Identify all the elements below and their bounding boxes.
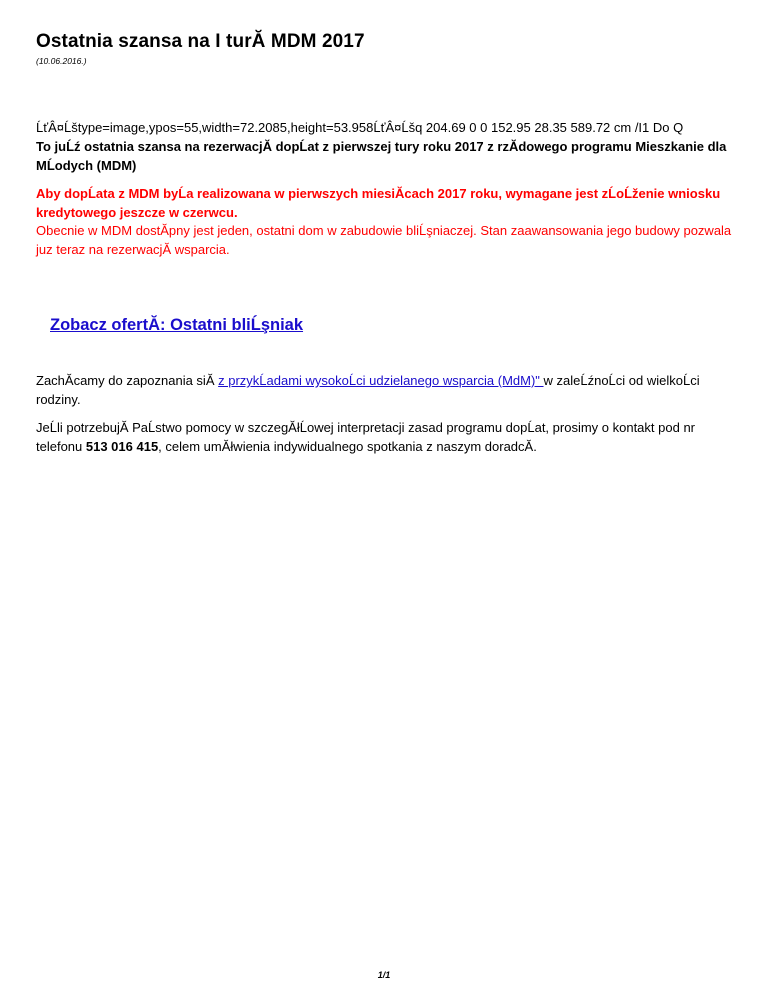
offer-link[interactable]: Zobacz ofertĂ: Ostatni bliĹşniak <box>50 316 304 334</box>
pdf-artifact-line: ĹťÂ¤Ĺštype=image,ypos=55,width=72.2085,height=53.958ĹťÂ¤Ĺšq 204.69 0 0 152.95 28.35 589.72 cm /I1 Do Q <box>36 120 684 135</box>
lead-paragraph: To juĹź ostatnia szansa na rezerwacjĂ dopĹat z pierwszej tury roku 2017 z rzĂdowego programu Mieszkanie dla MĹodych (MDM) <box>36 139 727 173</box>
page-number: 1/1 <box>377 970 391 980</box>
support-examples-link[interactable]: z przykĹadami wysokoĹci udzielanego wsparcia (MdM)" <box>218 373 544 388</box>
deadline-notice: Aby dopĹata z MDM byĹa realizowana w pierwszych miesiĂcach 2017 roku, wymagane jest zĹoĹženie wniosku kredytowego jeszcze w czerwcu. <box>36 186 721 220</box>
publish-date: (10.06.2016.) <box>36 56 87 66</box>
contact-paragraph <box>36 418 736 456</box>
contact-phone-number: 513 016 415 <box>85 439 159 454</box>
page-title: Ostatnia szansa na I turĂ MDM 2017 <box>36 31 365 52</box>
contact-text-after: , celem umĂłwienia indywidualnego spotkania z naszym doradcĂ. <box>158 439 537 454</box>
intro-text-after: w zaleĹźnoĹci od wielkoĹci rodziny. <box>36 373 700 407</box>
intro-text-before: ZachĂcamy do zapoznania siĂ <box>36 373 219 388</box>
availability-notice: Obecnie w MDM dostĂpny jest jeden, ostatni dom w zabudowie bliĹşniaczej. Stan zaawansowania jego budowy pozwala juz teraz na rezerwacjĂ wsparcia. <box>36 223 732 257</box>
contact-text-before: JeĹli potrzebujĂ PaĹstwo pomocy w szczegĂłĹowej interpretacji zasad programu dopĹat, prosimy o kontakt pod nr telefonu <box>36 420 696 454</box>
intro-paragraph <box>36 371 736 409</box>
